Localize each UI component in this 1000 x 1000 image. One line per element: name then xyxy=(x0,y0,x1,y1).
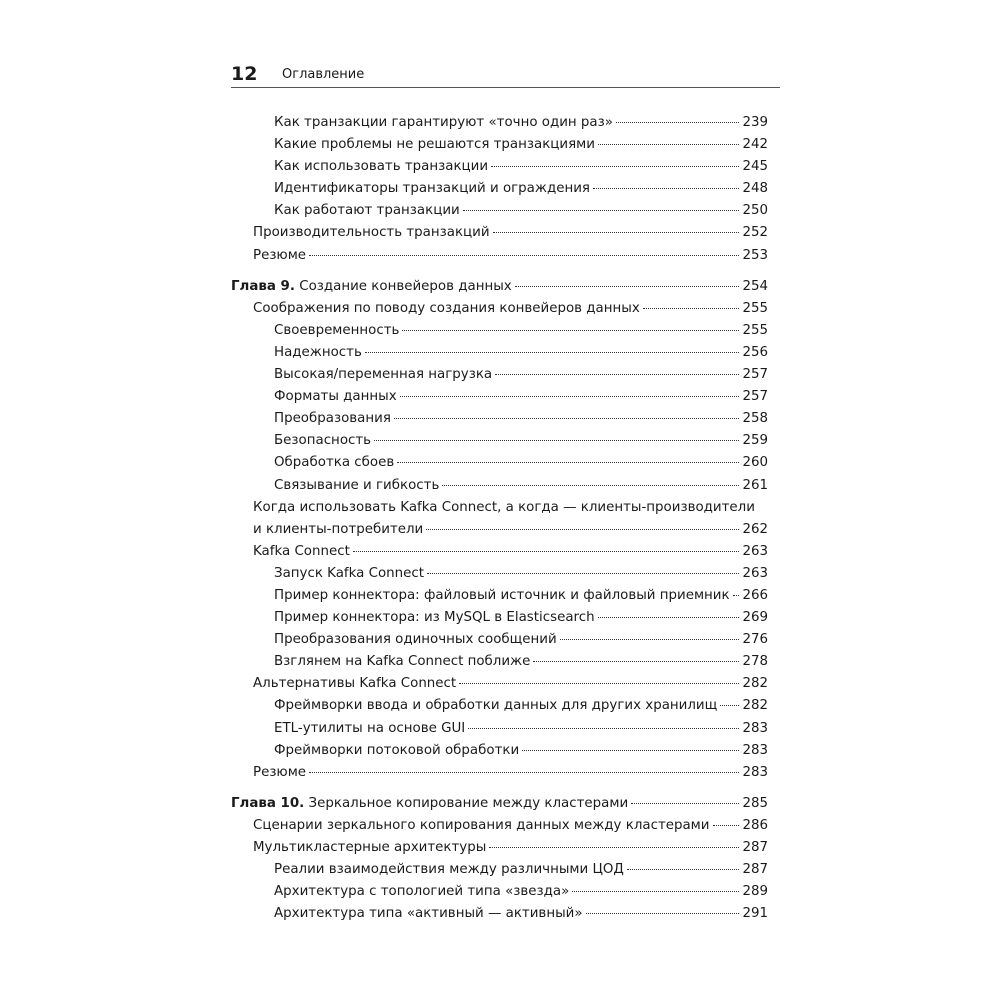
toc-page-number: 283 xyxy=(742,764,768,780)
toc-page-number: 286 xyxy=(742,817,768,833)
toc-chapter-entry[interactable] xyxy=(231,793,768,815)
toc-subsection-entry[interactable] xyxy=(231,430,768,452)
toc-entry-title xyxy=(274,112,613,134)
toc-page-number: 255 xyxy=(742,300,768,316)
toc-subsection-entry[interactable] xyxy=(231,178,768,200)
toc-page-number: 260 xyxy=(742,455,768,471)
toc-entry-title-text: Сценарии зеркального копирования данных между кластерами xyxy=(253,817,710,833)
toc-entry-title-text: Зеркальное копирование между кластерами xyxy=(308,795,629,811)
toc-entry-title xyxy=(274,342,362,364)
toc-entry-title-text: Высокая/переменная нагрузка xyxy=(274,367,493,383)
toc-page-number: 283 xyxy=(742,742,768,758)
toc-entry-title xyxy=(274,651,530,673)
toc-page-number: 261 xyxy=(742,477,768,493)
dot-leader xyxy=(493,232,740,233)
toc-subsection-entry[interactable] xyxy=(231,134,768,156)
toc-subsection-entry[interactable] xyxy=(231,718,768,740)
toc-page-number: 287 xyxy=(742,840,768,855)
toc-section-entry[interactable] xyxy=(231,298,768,320)
toc-subsection-entry[interactable] xyxy=(231,320,768,342)
toc-page-number: 253 xyxy=(742,247,768,263)
toc-entry-title-text: Безопасность xyxy=(274,433,372,449)
toc-subsection-entry[interactable] xyxy=(231,695,768,717)
dot-leader xyxy=(572,891,739,892)
toc-subsection-entry[interactable] xyxy=(231,859,768,881)
toc-entry-title-text: Какие проблемы не решаются транзакциями xyxy=(274,137,595,153)
toc-entry-title-text: Как транзакции гарантируют «точно один раз» xyxy=(274,115,613,130)
toc-entry-title-text: Своевременность xyxy=(274,322,400,338)
toc-entry-title xyxy=(274,408,391,430)
dot-leader xyxy=(491,166,739,167)
header-rule xyxy=(231,87,780,88)
toc-entry-title xyxy=(253,298,640,320)
toc-entry-title-text: Фреймворки потоковой обработки xyxy=(274,742,520,758)
toc-section-entry[interactable] xyxy=(231,837,768,859)
toc-entry-title-text: Пример коннектора: файловый источник и файловый приемник xyxy=(274,587,730,603)
toc-section-entry[interactable] xyxy=(231,245,768,267)
toc-subsection-entry[interactable] xyxy=(231,112,768,134)
toc-page-number: 263 xyxy=(742,543,768,559)
toc-page-number: 263 xyxy=(742,565,768,581)
toc-subsection-entry[interactable] xyxy=(231,651,768,673)
dot-leader xyxy=(468,728,739,729)
dot-leader xyxy=(616,122,739,123)
toc-subsection-entry[interactable] xyxy=(231,200,768,222)
dot-leader xyxy=(631,803,739,804)
toc-entry-title-text: Альтернативы Kafka Connect xyxy=(253,676,457,692)
toc-page-number: 239 xyxy=(742,115,768,130)
toc-page-number: 282 xyxy=(742,698,768,714)
toc-entry-title-text: Фреймворки ввода и обработки данных для других хранилищ xyxy=(274,698,718,714)
dot-leader xyxy=(309,255,739,256)
toc-page-number: 285 xyxy=(742,795,768,811)
toc-subsection-entry[interactable] xyxy=(231,563,768,585)
dot-leader xyxy=(309,772,739,773)
toc-entry-title xyxy=(274,156,488,178)
toc-entry-title-text: Соображения по поводу создания конвейеров данных xyxy=(253,300,640,316)
chapter-label: Глава 9. xyxy=(231,278,295,294)
dot-leader xyxy=(593,188,739,189)
toc-entry-title-text: Мультикластерные архитектуры xyxy=(253,840,487,855)
dot-leader xyxy=(353,551,740,552)
toc-entry-title-text: Взглянем на Kafka Connect поближе xyxy=(274,654,531,670)
dot-leader xyxy=(515,286,740,287)
toc-entry-title xyxy=(253,519,423,541)
toc-subsection-entry[interactable] xyxy=(231,903,768,925)
dot-leader xyxy=(427,573,739,574)
dot-leader xyxy=(365,352,740,353)
dot-leader xyxy=(400,396,740,397)
dot-leader xyxy=(560,639,740,640)
toc-entry-title xyxy=(253,815,710,837)
toc-entry-title-line1: Когда использовать Kafka Connect, а когда — клиенты-производители xyxy=(253,499,755,515)
toc-subsection-entry[interactable] xyxy=(231,475,768,497)
toc-section-entry[interactable] xyxy=(231,222,768,244)
toc-page-number: 283 xyxy=(742,720,768,736)
toc-subsection-entry[interactable] xyxy=(231,408,768,430)
toc-subsection-entry[interactable] xyxy=(231,452,768,474)
toc-page-number: 266 xyxy=(742,587,768,603)
toc-entry-title xyxy=(253,541,350,563)
toc-entry-title-text: Как работают транзакции xyxy=(274,203,460,219)
toc-entry-title-text: Форматы данных xyxy=(274,389,397,405)
toc-page-number: 259 xyxy=(742,433,768,449)
toc-page-number: 257 xyxy=(742,367,768,383)
toc-entry-title xyxy=(274,629,557,651)
toc-page-number: 287 xyxy=(742,862,768,878)
toc-entry-title xyxy=(274,320,399,342)
toc-section-entry[interactable] xyxy=(231,541,768,563)
toc-subsection-entry[interactable] xyxy=(231,740,768,762)
dot-leader xyxy=(442,485,739,486)
toc-page-number: 291 xyxy=(742,906,768,922)
dot-leader xyxy=(459,683,739,684)
toc-entry-title xyxy=(274,881,569,903)
dot-leader xyxy=(598,144,739,145)
toc-entry-title xyxy=(253,837,486,859)
dot-leader xyxy=(598,617,740,618)
toc-page-number: 269 xyxy=(742,610,768,626)
dot-leader xyxy=(586,913,740,914)
toc-entry-title-text: Производительность транзакций xyxy=(253,225,490,241)
chapter-label: Глава 10. xyxy=(231,795,305,811)
toc-page-number: 254 xyxy=(742,278,768,294)
dot-leader xyxy=(394,418,740,419)
toc-page-number: 258 xyxy=(742,411,768,427)
toc-entry-title xyxy=(274,452,394,474)
toc-entry-title-text: ETL-утилиты на основе GUI xyxy=(274,720,466,736)
toc-entry-title xyxy=(253,245,306,267)
toc-entry-title-text: Kafka Connect xyxy=(253,543,350,559)
toc-entry-title xyxy=(274,430,371,452)
dot-leader xyxy=(426,529,739,530)
toc-chapter-entry[interactable] xyxy=(231,276,768,298)
dot-leader xyxy=(463,210,740,211)
toc-page-number: 252 xyxy=(742,225,768,241)
running-title: Оглавление xyxy=(282,67,365,82)
toc-subsection-entry[interactable] xyxy=(231,156,768,178)
toc-entry-title xyxy=(274,475,439,497)
toc-entry-title-text: Как использовать транзакции xyxy=(274,159,489,175)
toc-entry-title xyxy=(274,563,424,585)
toc-page-number: 262 xyxy=(742,521,768,537)
toc-page-number: 250 xyxy=(742,203,768,219)
toc-entry-title xyxy=(253,762,306,784)
dot-leader xyxy=(495,374,739,375)
toc-entry-title xyxy=(231,793,628,815)
toc-entry-title-text: Обработка сбоев xyxy=(274,455,395,471)
toc-entry-title xyxy=(274,364,492,386)
toc-entry-title-text: Архитектура с топологией типа «звезда» xyxy=(274,884,570,900)
toc-page-number: 289 xyxy=(742,884,768,900)
toc-entry-title xyxy=(253,222,490,244)
toc-entry-title-text: и клиенты-потребители xyxy=(253,521,424,537)
dot-leader xyxy=(643,308,740,309)
toc-subsection-entry[interactable] xyxy=(231,342,768,364)
toc-subsection-entry[interactable] xyxy=(231,386,768,408)
dot-leader xyxy=(733,595,740,596)
dot-leader xyxy=(522,750,739,751)
toc-entry-title-text: Связывание и гибкость xyxy=(274,477,440,493)
toc-entry-title xyxy=(274,718,465,740)
toc-entry-title-text: Резюме xyxy=(253,247,307,263)
toc-subsection-entry[interactable] xyxy=(231,607,768,629)
toc-section-entry[interactable] xyxy=(231,497,768,541)
toc-subsection-entry[interactable] xyxy=(231,629,768,651)
toc-entry-title-text: Реалии взаимодействия между различными ЦОД xyxy=(274,862,624,878)
toc-entry-title-text: Надежность xyxy=(274,344,362,360)
toc-entry-title-text: Идентификаторы транзакций и ограждения xyxy=(274,181,590,197)
toc-entry-title-text: Преобразования одиночных сообщений xyxy=(274,632,557,648)
toc-section-entry[interactable] xyxy=(231,762,768,784)
section-gap xyxy=(231,784,768,793)
page-header xyxy=(231,62,780,90)
toc-page-number: 248 xyxy=(742,181,768,197)
toc-entry-title xyxy=(253,673,456,695)
toc-subsection-entry[interactable] xyxy=(231,364,768,386)
toc-subsection-entry[interactable] xyxy=(231,585,768,607)
toc-page-number: 245 xyxy=(742,159,768,175)
toc-entry-title-text: Создание конвейеров данных xyxy=(299,278,512,294)
table-of-contents xyxy=(231,112,768,925)
dot-leader xyxy=(720,705,739,706)
toc-page-number: 278 xyxy=(742,654,768,670)
dot-leader xyxy=(533,661,739,662)
section-gap xyxy=(231,267,768,276)
dot-leader xyxy=(374,440,739,441)
toc-page-number: 255 xyxy=(742,322,768,338)
toc-page-number: 242 xyxy=(742,137,768,153)
page-number: 12 xyxy=(231,63,258,85)
toc-entry-title-text: Пример коннектора: из MySQL в Elasticsearch xyxy=(274,610,595,626)
dot-leader xyxy=(489,847,739,848)
toc-page-number: 276 xyxy=(742,632,768,648)
toc-entry-title xyxy=(274,695,717,717)
toc-entry-title xyxy=(274,903,583,925)
dot-leader xyxy=(402,330,739,331)
toc-page-number: 282 xyxy=(742,676,768,692)
toc-entry-title-text: Запуск Kafka Connect xyxy=(274,565,424,581)
toc-entry-title xyxy=(274,607,595,629)
dot-leader xyxy=(627,869,740,870)
toc-entry-title-text: Преобразования xyxy=(274,411,391,427)
toc-entry-title xyxy=(274,386,397,408)
toc-entry-title xyxy=(274,859,624,881)
toc-entry-title-text: Архитектура типа «активный — активный» xyxy=(274,906,583,922)
toc-section-entry[interactable] xyxy=(231,673,768,695)
toc-entry-title xyxy=(274,200,460,222)
toc-entry-title xyxy=(274,178,590,200)
toc-page-number: 256 xyxy=(742,344,768,360)
toc-entry-title xyxy=(274,134,595,156)
toc-entry-title xyxy=(274,585,730,607)
dot-leader xyxy=(397,462,739,463)
toc-page-number: 257 xyxy=(742,389,768,405)
dot-leader xyxy=(713,825,740,826)
toc-subsection-entry[interactable] xyxy=(231,881,768,903)
toc-section-entry[interactable] xyxy=(231,815,768,837)
toc-entry-title xyxy=(231,276,512,298)
toc-entry-title xyxy=(274,740,519,762)
toc-entry-title-text: Резюме xyxy=(253,764,307,780)
